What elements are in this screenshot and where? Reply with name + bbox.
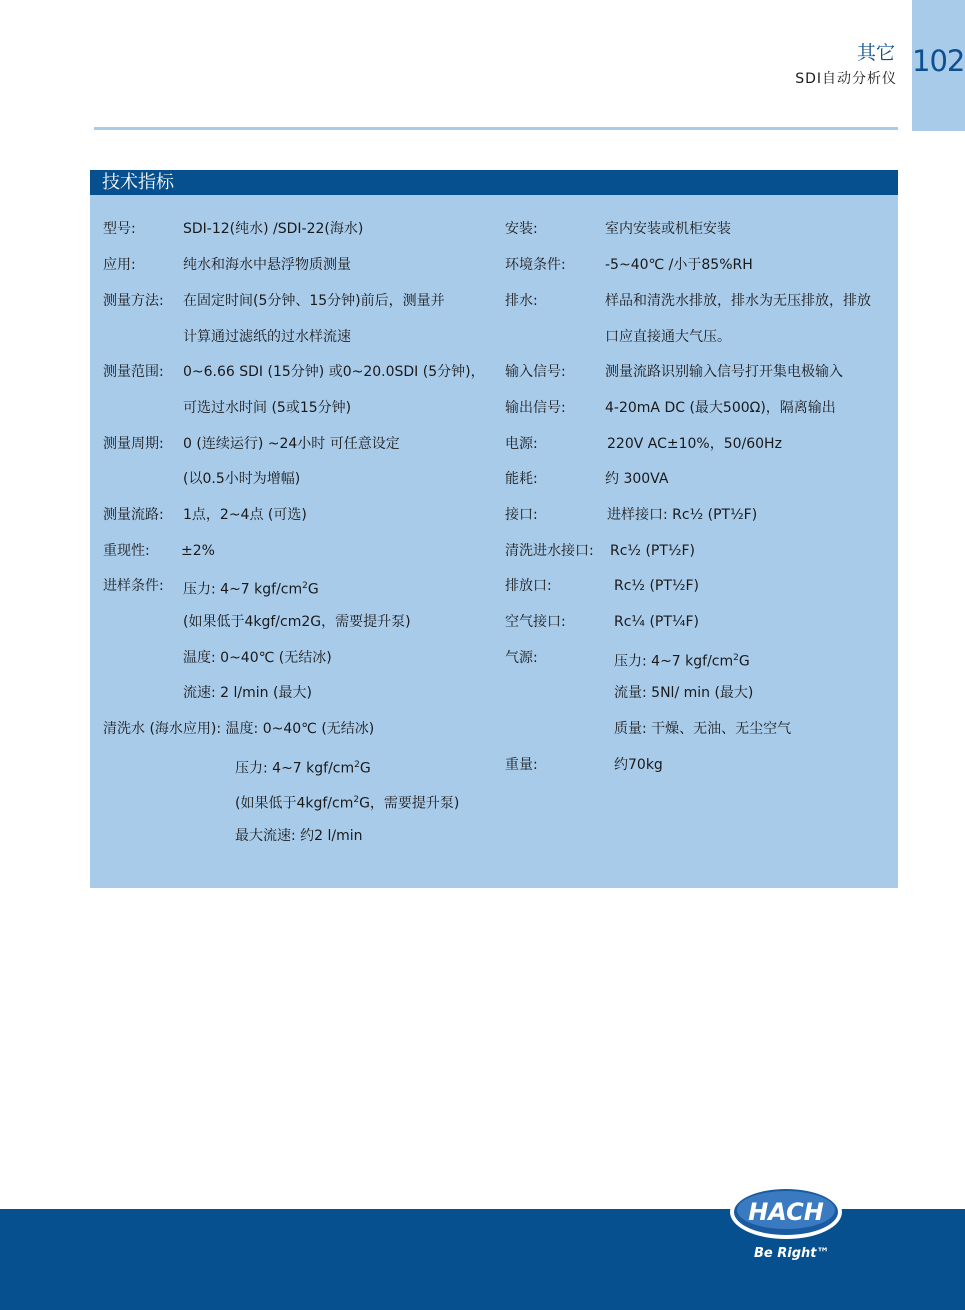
repeatability-label: 重现性: [103,543,150,559]
power-label: 电源: [505,436,538,452]
wash-pump-note-a: (如果低于4kgf/cm [235,795,354,812]
sample-label: 进样条件: [103,578,164,594]
drain-label: 排水: [505,293,538,309]
range-value-1: 0~6.66 SDI (15分钟) 或0~20.0SDI (5分钟)， [183,364,485,380]
repeatability-value: ±2% [181,543,215,559]
install-value: 室内安装或机柜安装 [605,221,731,237]
air-pressure-label: 压力: [614,653,647,670]
air-flow-label: 流量: [614,685,647,701]
sample-temp [183,649,332,667]
range-value-2: 可选过水时间 (5或15分钟) [183,400,352,416]
logo-tagline: Be Right™ [754,1246,830,1261]
port-value: 进样接口: Rc½ (PT½F) [607,507,758,523]
power-value: 220V AC±10%，50/60Hz [607,436,782,452]
wash-port-label: 清洗进水接口: [505,543,594,559]
air-port-label: 空气接口: [505,614,566,630]
sample-flow [183,684,312,702]
sample-pump-note: (如果低于4kgf/cm2G，需要提升泵) [183,614,411,630]
env-value: -5~40℃ /小于85%RH [605,257,753,273]
air-quality-label: 质量: [614,721,647,737]
logo-wordmark: HACH [748,1198,824,1226]
sample-flow-label: 流速: [183,685,216,701]
channels-value: 1点，2~4点 (可选) [183,507,307,523]
air-quality-value: 干燥、无油、无尘空气 [651,721,792,737]
wash-pressure-value: 4~7 kgf/cm [272,760,355,777]
wash-pressure-tail: G [359,760,371,777]
air-pressure [614,649,750,671]
range-label: 测量范围: [103,364,164,380]
wash-flow [235,827,363,845]
drain-port-value: Rc½ (PT½F) [614,578,699,594]
wash-pump-note [235,791,459,813]
port-label: 接口: [505,507,538,523]
env-label: 环境条件: [505,257,566,273]
application-label: 应用: [103,257,136,273]
header-subtitle: SDI自动分析仪 [795,71,897,87]
drain-value-1: 样品和清洗水排放，排水为无压排放，排放 [605,293,871,309]
wash-temp-label: 温度: [225,721,259,737]
weight-value: 约70kg [614,757,663,773]
cycle-value-1: 0 (连续运行) ~24小时 可任意设定 [183,436,400,452]
hach-logo [728,1182,852,1240]
air-pressure-value: 4~7 kgf/cm [651,653,734,670]
sample-pressure-sup: 2 [302,581,308,591]
drain-value-2: 口应直接通大气压。 [605,329,731,345]
air-pressure-tail: G [738,653,750,670]
spec-panel [90,170,898,888]
sample-temp-value: 0~40℃ (无结冰) [220,650,332,666]
header-rule [94,127,898,130]
wash-port-value: Rc½ (PT½F) [610,543,695,559]
air-flow [614,684,753,702]
input-value: 测量流路识别输入信号打开集电极输入 [605,364,843,380]
sample-pressure-value: 4~7 kgf/cm [220,581,303,598]
spec-title-bar [90,170,898,195]
wash-pump-note-sup: 2 [353,795,360,805]
registered-mark: ® [840,1193,850,1203]
install-label: 安装: [505,221,538,237]
model-label: 型号: [103,221,136,237]
input-label: 输入信号: [505,364,566,380]
wash-temp-value: 0~40℃ (无结冰) [262,721,375,737]
air-pressure-sup: 2 [733,653,739,663]
method-value-2: 计算通过滤纸的过水样流速 [183,329,351,345]
wash-pressure-sup: 2 [354,760,360,770]
output-label: 输出信号: [505,400,566,416]
wash-label: 清洗水 (海水应用): [103,721,222,737]
wash-pump-note-b: G，需要提升泵) [359,795,460,812]
method-value-1: 在固定时间(5分钟、15分钟)前后，测量并 [183,293,445,309]
sample-pressure-tail: G [307,581,319,598]
output-value: 4-20mA DC (最大500Ω)，隔离输出 [605,400,836,416]
model-value: SDI-12(纯水) /SDI-22(海水) [183,221,364,237]
drain-port-label: 排放口: [505,578,552,594]
air-flow-value: 5Nl/ min (最大) [651,685,754,701]
cycle-label: 测量周期: [103,436,164,452]
wash-flow-label: 最大流速: [235,828,296,844]
sample-flow-value: 2 l/min (最大) [220,685,312,701]
spec-title: 技术指标 [102,172,174,193]
consumption-label: 能耗: [505,471,538,487]
method-label: 测量方法: [103,293,164,309]
sample-pressure [183,577,319,599]
air-port-value: Rc¼ (PT¼F) [614,614,699,630]
air-quality [614,720,791,738]
header-category: 其它 [856,42,895,64]
wash-pressure [235,756,371,778]
page-number: 102 [912,44,965,78]
wash-flow-value: 约2 l/min [300,828,363,844]
application-value: 纯水和海水中悬浮物质测量 [183,257,351,273]
sample-pressure-label: 压力: [183,581,216,598]
weight-label: 重量: [505,757,538,773]
air-source-label: 气源: [505,650,538,666]
channels-label: 测量流路: [103,507,164,523]
consumption-value: 约 300VA [605,471,669,487]
wash-pressure-label: 压力: [235,760,268,777]
cycle-value-2: (以0.5小时为增幅) [183,471,301,487]
wash [103,720,374,738]
sample-temp-label: 温度: [183,650,216,666]
